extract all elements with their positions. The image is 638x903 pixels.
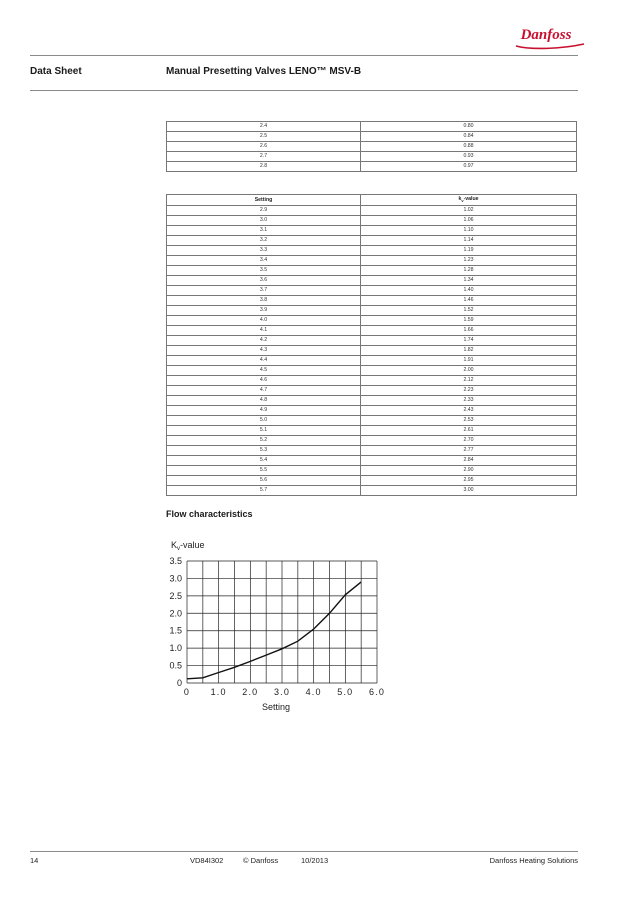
setting-cell: 4.9 — [167, 406, 361, 416]
footer-rule — [30, 851, 578, 852]
kv-value-cell: 2.70 — [361, 436, 577, 446]
kv-value-cell: 1.82 — [361, 346, 577, 356]
kv-value-cell: 0.88 — [361, 142, 577, 152]
y-tick-label: 2.0 — [169, 608, 182, 619]
kv-value-cell: 1.74 — [361, 336, 577, 346]
setting-cell: 4.4 — [167, 356, 361, 366]
setting-cell: 5.0 — [167, 416, 361, 426]
table-row — [167, 296, 577, 306]
table-row — [167, 316, 577, 326]
setting-cell: 5.1 — [167, 426, 361, 436]
table-row — [167, 446, 577, 456]
y-tick-label: 0.5 — [169, 660, 182, 671]
table-row — [167, 226, 577, 236]
header-kv-main: k — [458, 196, 462, 202]
page-number: 14 — [30, 856, 39, 865]
y-tick-label: 1.0 — [169, 643, 182, 654]
kv-value-cell: 1.19 — [361, 246, 577, 256]
setting-cell: 4.2 — [167, 336, 361, 346]
y-tick-label: 3.0 — [169, 573, 182, 584]
table-row — [167, 326, 577, 336]
kv-value-cell: 2.77 — [361, 446, 577, 456]
setting-cell: 4.5 — [167, 366, 361, 376]
setting-cell: 3.6 — [167, 276, 361, 286]
kv-value-cell: 2.33 — [361, 396, 577, 406]
setting-cell: 3.8 — [167, 296, 361, 306]
table-row — [167, 266, 577, 276]
kv-value-cell: 2.00 — [361, 366, 577, 376]
kv-table-continued — [166, 121, 577, 172]
table-row — [167, 306, 577, 316]
kv-value-cell: 2.95 — [361, 476, 577, 486]
y-tick-label: 1.5 — [169, 625, 182, 636]
table-row — [167, 466, 577, 476]
setting-cell: 2.6 — [167, 142, 361, 152]
setting-cell: 4.3 — [167, 346, 361, 356]
table-row — [167, 206, 577, 216]
table-row — [167, 132, 577, 142]
table-row — [167, 406, 577, 416]
setting-cell: 3.5 — [167, 266, 361, 276]
kv-value-cell: 0.84 — [361, 132, 577, 142]
header-kv-value — [361, 195, 577, 206]
x-tick-label: 2.0 — [242, 687, 259, 697]
setting-cell: 2.8 — [167, 162, 361, 172]
kv-value-cell: 1.46 — [361, 296, 577, 306]
x-tick-label: 6.0 — [368, 687, 386, 697]
table-header-row — [167, 195, 577, 206]
kv-value-cell: 2.90 — [361, 466, 577, 476]
setting-cell: 5.4 — [167, 456, 361, 466]
table-row — [167, 236, 577, 246]
setting-cell: 4.1 — [167, 326, 361, 336]
header-top-rule — [30, 55, 578, 56]
header-setting: Setting — [167, 195, 361, 206]
x-axis-label: Setting — [261, 702, 291, 712]
kv-value-cell: 1.34 — [361, 276, 577, 286]
table-row — [167, 396, 577, 406]
kv-value-cell: 1.59 — [361, 316, 577, 326]
setting-cell: 2.9 — [167, 206, 361, 216]
kv-value-cell: 1.10 — [361, 226, 577, 236]
y-axis-label — [171, 540, 205, 552]
table-row — [167, 122, 577, 132]
issue-date: 10/2013 — [301, 856, 329, 865]
table-row — [167, 366, 577, 376]
setting-cell: 2.5 — [167, 132, 361, 142]
kv-value-cell: 1.28 — [361, 266, 577, 276]
logo-swoosh — [516, 44, 584, 48]
kv-value-cell: 2.12 — [361, 376, 577, 386]
kv-value-cell: 3.00 — [361, 486, 577, 496]
y-tick-label: 2.5 — [169, 590, 182, 601]
kv-value-cell: 1.23 — [361, 256, 577, 266]
kv-value-cell: 1.06 — [361, 216, 577, 226]
kv-value-cell: 2.53 — [361, 416, 577, 426]
kv-value-cell: 0.97 — [361, 162, 577, 172]
setting-cell: 5.5 — [167, 466, 361, 476]
kv-value-cell: 1.66 — [361, 326, 577, 336]
copyright: © Danfoss — [243, 856, 279, 865]
y-axis-label-suffix: -value — [180, 540, 205, 550]
table-row — [167, 356, 577, 366]
kv-value-cell: 1.52 — [361, 306, 577, 316]
table-row — [167, 142, 577, 152]
kv-value-cell: 1.02 — [361, 206, 577, 216]
table-row — [167, 336, 577, 346]
section-label: Data Sheet — [30, 66, 82, 77]
table-row — [167, 256, 577, 266]
setting-cell: 3.2 — [167, 236, 361, 246]
x-tick-label: 3.0 — [273, 687, 291, 697]
x-tick-label: 1.0 — [210, 687, 227, 697]
header-kv-suffix: -value — [463, 196, 479, 202]
table-row — [167, 486, 577, 496]
kv-value-cell: 0.93 — [361, 152, 577, 162]
document-code: VD84I302 — [190, 856, 224, 865]
table-row — [167, 376, 577, 386]
header-bottom-rule — [30, 90, 578, 91]
setting-cell: 4.0 — [167, 316, 361, 326]
setting-cell: 3.7 — [167, 286, 361, 296]
table-row — [167, 416, 577, 426]
kv-value-cell: 2.84 — [361, 456, 577, 466]
setting-cell: 5.3 — [167, 446, 361, 456]
table-row — [167, 152, 577, 162]
y-axis-label-main: K — [171, 540, 178, 550]
setting-cell: 5.7 — [167, 486, 361, 496]
header-kv-sub: v — [461, 198, 464, 204]
flow-chart — [150, 530, 400, 720]
setting-cell: 3.4 — [167, 256, 361, 266]
table-row — [167, 286, 577, 296]
logo-text: Danfoss — [520, 27, 572, 43]
setting-cell: 4.6 — [167, 376, 361, 386]
table-row — [167, 456, 577, 466]
kv-value-cell: 2.43 — [361, 406, 577, 416]
kv-curve-line — [187, 582, 361, 679]
setting-cell: 4.8 — [167, 396, 361, 406]
y-axis-label-sub: v — [177, 546, 181, 552]
kv-value-cell: 1.40 — [361, 286, 577, 296]
document-title: Manual Presetting Valves LENO™ MSV-B — [166, 66, 362, 77]
kv-value-cell: 0.80 — [361, 122, 577, 132]
setting-cell: 5.6 — [167, 476, 361, 486]
x-tick-label: 0 — [183, 687, 191, 697]
kv-table — [166, 194, 577, 496]
y-tick-label: 0 — [176, 678, 182, 688]
setting-cell: 3.0 — [167, 216, 361, 226]
setting-cell: 2.7 — [167, 152, 361, 162]
table-row — [167, 246, 577, 256]
kv-value-cell: 2.23 — [361, 386, 577, 396]
setting-cell: 3.9 — [167, 306, 361, 316]
table-row — [167, 476, 577, 486]
table-row — [167, 346, 577, 356]
table-row — [167, 436, 577, 446]
table-row — [167, 426, 577, 436]
table-row — [167, 216, 577, 226]
setting-cell: 5.2 — [167, 436, 361, 446]
setting-cell: 3.1 — [167, 226, 361, 236]
kv-value-cell: 1.91 — [361, 356, 577, 366]
kv-value-cell: 2.61 — [361, 426, 577, 436]
danfoss-logo — [506, 16, 586, 50]
table-row — [167, 162, 577, 172]
table-row — [167, 276, 577, 286]
flow-characteristics-heading: Flow characteristics — [166, 509, 253, 519]
setting-cell: 3.3 — [167, 246, 361, 256]
table-row — [167, 386, 577, 396]
company-name: Danfoss Heating Solutions — [489, 856, 578, 865]
setting-cell: 4.7 — [167, 386, 361, 396]
kv-value-cell: 1.14 — [361, 236, 577, 246]
y-tick-label: 3.5 — [169, 556, 182, 566]
setting-cell: 2.4 — [167, 122, 361, 132]
x-tick-label: 5.0 — [337, 687, 354, 697]
x-tick-label: 4.0 — [305, 687, 322, 697]
